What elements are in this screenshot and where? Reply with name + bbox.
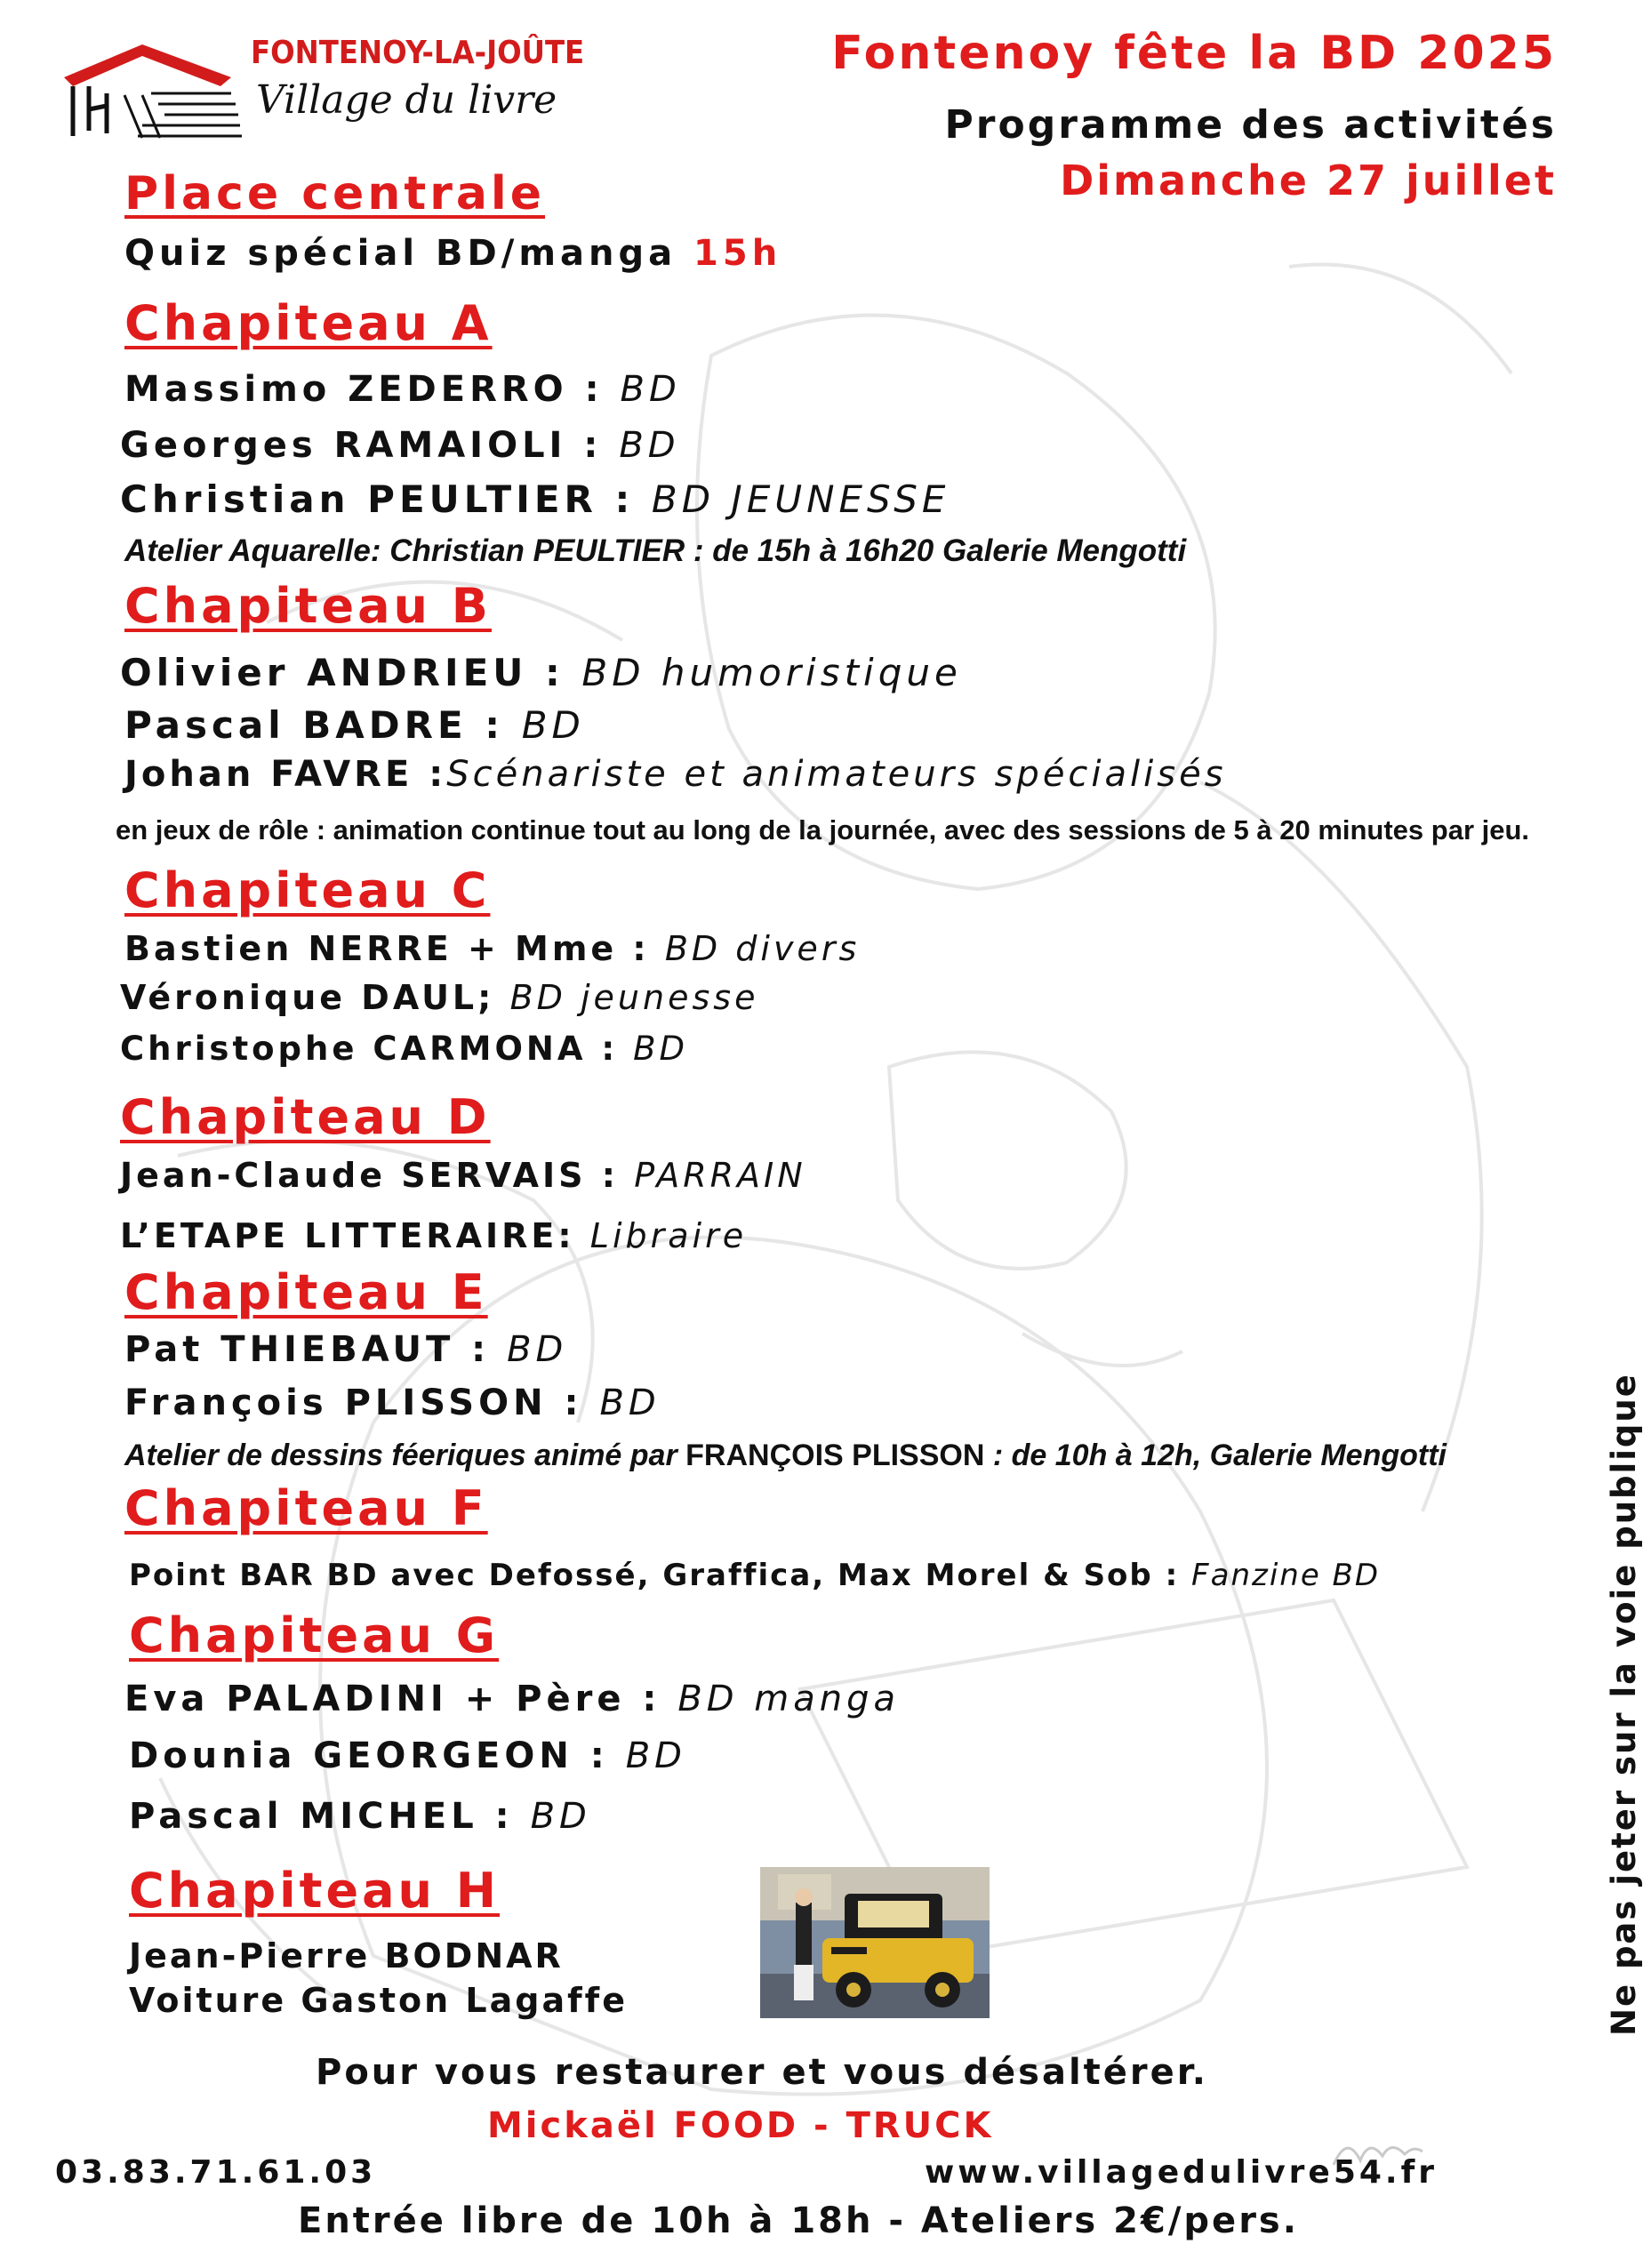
- artist-role: BD: [599, 1382, 661, 1423]
- program-subtitle: Programme des activités: [944, 102, 1557, 148]
- chapiteau-g-line-3: [129, 1796, 591, 1837]
- artist-role: BD: [633, 1030, 688, 1068]
- artist-role: BD humoristique: [581, 651, 962, 694]
- artist-name: François PLISSON :: [124, 1382, 583, 1423]
- artist-role: BD JEUNESSE: [651, 477, 950, 521]
- chapiteau-c-line-3: [120, 1030, 688, 1068]
- restore-text: Pour vous restaurer et vous désaltérer.: [316, 2052, 1208, 2093]
- artist-name: Pascal MICHEL :: [129, 1796, 514, 1837]
- chapiteau-b-line-1: [120, 651, 962, 694]
- event-date: Dimanche 27 juillet: [1060, 156, 1557, 204]
- artist-role: BD: [619, 425, 680, 466]
- logo-bottom-text: Village du livre: [256, 77, 557, 123]
- website-link[interactable]: www.villagedulivre54.fr: [925, 2154, 1439, 2191]
- chapiteau-f-heading: Chapiteau F: [124, 1480, 488, 1536]
- artist-role: BD jeunesse: [509, 978, 759, 1017]
- artist-role: BD: [530, 1796, 591, 1837]
- logo: [53, 31, 605, 138]
- artist-name: Point BAR BD avec Defossé, Graffica, Max Morel & Sob :: [129, 1558, 1180, 1593]
- event-title: Fontenoy fête la BD 2025: [831, 27, 1557, 80]
- artist-name: Véronique DAUL;: [120, 978, 495, 1017]
- chapiteau-d-heading: Chapiteau D: [120, 1089, 491, 1145]
- quiz-time: 15h: [693, 233, 782, 274]
- artist-role: BD manga: [677, 1679, 901, 1719]
- chapiteau-c-heading: Chapiteau C: [124, 862, 491, 918]
- entry-info: Entrée libre de 10h à 18h - Ateliers 2€/pers.: [298, 2200, 1299, 2241]
- chapiteau-a-line-3: [120, 477, 950, 521]
- chapiteau-d-line-1: [120, 1156, 806, 1195]
- artist-name: Christian PEULTIER :: [120, 477, 635, 521]
- artist-name: Georges RAMAIOLI :: [120, 425, 603, 466]
- artist-name: Jean-Claude SERVAIS :: [120, 1156, 619, 1195]
- artist-role: Libraire: [589, 1216, 748, 1255]
- chapiteau-b-continuation: en jeux de rôle : animation continue tout au long de la journée, avec des sessions de 5 à 20 minutes par jeu.: [116, 814, 1530, 845]
- car-photo: [760, 1867, 990, 2018]
- artist-name: Eva PALADINI + Père :: [124, 1679, 661, 1719]
- chapiteau-c-line-1: [124, 929, 860, 968]
- atelier-schedule: : de 10h à 12h, Galerie Mengotti: [992, 1439, 1447, 1472]
- artist-name: Pat THIEBAUT :: [124, 1329, 491, 1370]
- artist-name: Dounia GEORGEON :: [129, 1735, 609, 1776]
- chapiteau-g-line-1: [124, 1679, 900, 1719]
- chapiteau-e-line-1: [124, 1329, 567, 1370]
- artist-role: BD: [620, 369, 681, 410]
- chapiteau-h-line-1: Jean-Pierre BODNAR: [129, 1936, 564, 1975]
- logo-house-icon: [53, 31, 240, 138]
- chapiteau-e-line-2: [124, 1382, 661, 1423]
- place-centrale-heading: Place centrale: [124, 167, 546, 220]
- atelier-text: Atelier de dessins féeriques animé par: [124, 1439, 677, 1472]
- logo-top-text: FONTENOY-LA-JOÛTE: [251, 35, 585, 71]
- chapiteau-e-heading: Chapiteau E: [124, 1264, 488, 1320]
- artist-name: Pascal BADRE :: [124, 703, 505, 747]
- chapiteau-a-heading: Chapiteau A: [124, 295, 493, 351]
- chapiteau-a-atelier: Atelier Aquarelle: Christian PEULTIER : de 15h à 16h20 Galerie Mengotti: [124, 533, 1187, 568]
- artist-name: Christophe CARMONA :: [120, 1030, 619, 1068]
- chapiteau-a-line-2: [120, 425, 680, 466]
- chapiteau-c-line-2: [120, 978, 758, 1017]
- chapiteau-h-line-2: Voiture Gaston Lagaffe: [129, 1981, 628, 2020]
- quiz-line: [124, 233, 781, 274]
- atelier-artist: FRANÇOIS PLISSON: [685, 1439, 985, 1472]
- artist-role: BD: [625, 1735, 686, 1776]
- artist-role: BD: [521, 703, 585, 747]
- artist-name: Olivier ANDRIEU :: [120, 651, 565, 694]
- chapiteau-g-heading: Chapiteau G: [129, 1607, 500, 1663]
- artist-role: BD: [507, 1329, 568, 1370]
- chapiteau-h-heading: Chapiteau H: [129, 1863, 500, 1919]
- quiz-label: Quiz spécial BD/manga: [124, 233, 677, 274]
- artist-name: Massimo ZEDERRO :: [124, 369, 604, 410]
- phone-number: 03.83.71.61.03: [55, 2154, 377, 2191]
- chapiteau-d-line-2: [120, 1216, 747, 1255]
- side-notice: Ne pas jeter sur la voie publique: [1605, 1373, 1643, 2036]
- food-truck-text: Mickaël FOOD - TRUCK: [487, 2105, 994, 2146]
- chapiteau-a-line-1: [124, 369, 681, 410]
- artist-name: Johan FAVRE :: [124, 754, 447, 795]
- artist-name: Bastien NERRE + Mme :: [124, 929, 650, 968]
- chapiteau-f-line-1: [129, 1558, 1380, 1593]
- chapiteau-g-line-2: [129, 1735, 686, 1776]
- artist-role: Scénariste et animateurs spécialisés: [446, 754, 1227, 795]
- artist-name: L’ETAPE LITTERAIRE:: [120, 1216, 575, 1255]
- artist-role: BD divers: [664, 929, 861, 968]
- chapiteau-b-line-3: [124, 754, 1227, 795]
- chapiteau-b-line-2: [124, 703, 585, 747]
- artist-role: PARRAIN: [634, 1156, 806, 1195]
- chapiteau-b-heading: Chapiteau B: [124, 578, 492, 634]
- chapiteau-e-atelier: [124, 1439, 1447, 1473]
- artist-role: Fanzine BD: [1191, 1558, 1381, 1593]
